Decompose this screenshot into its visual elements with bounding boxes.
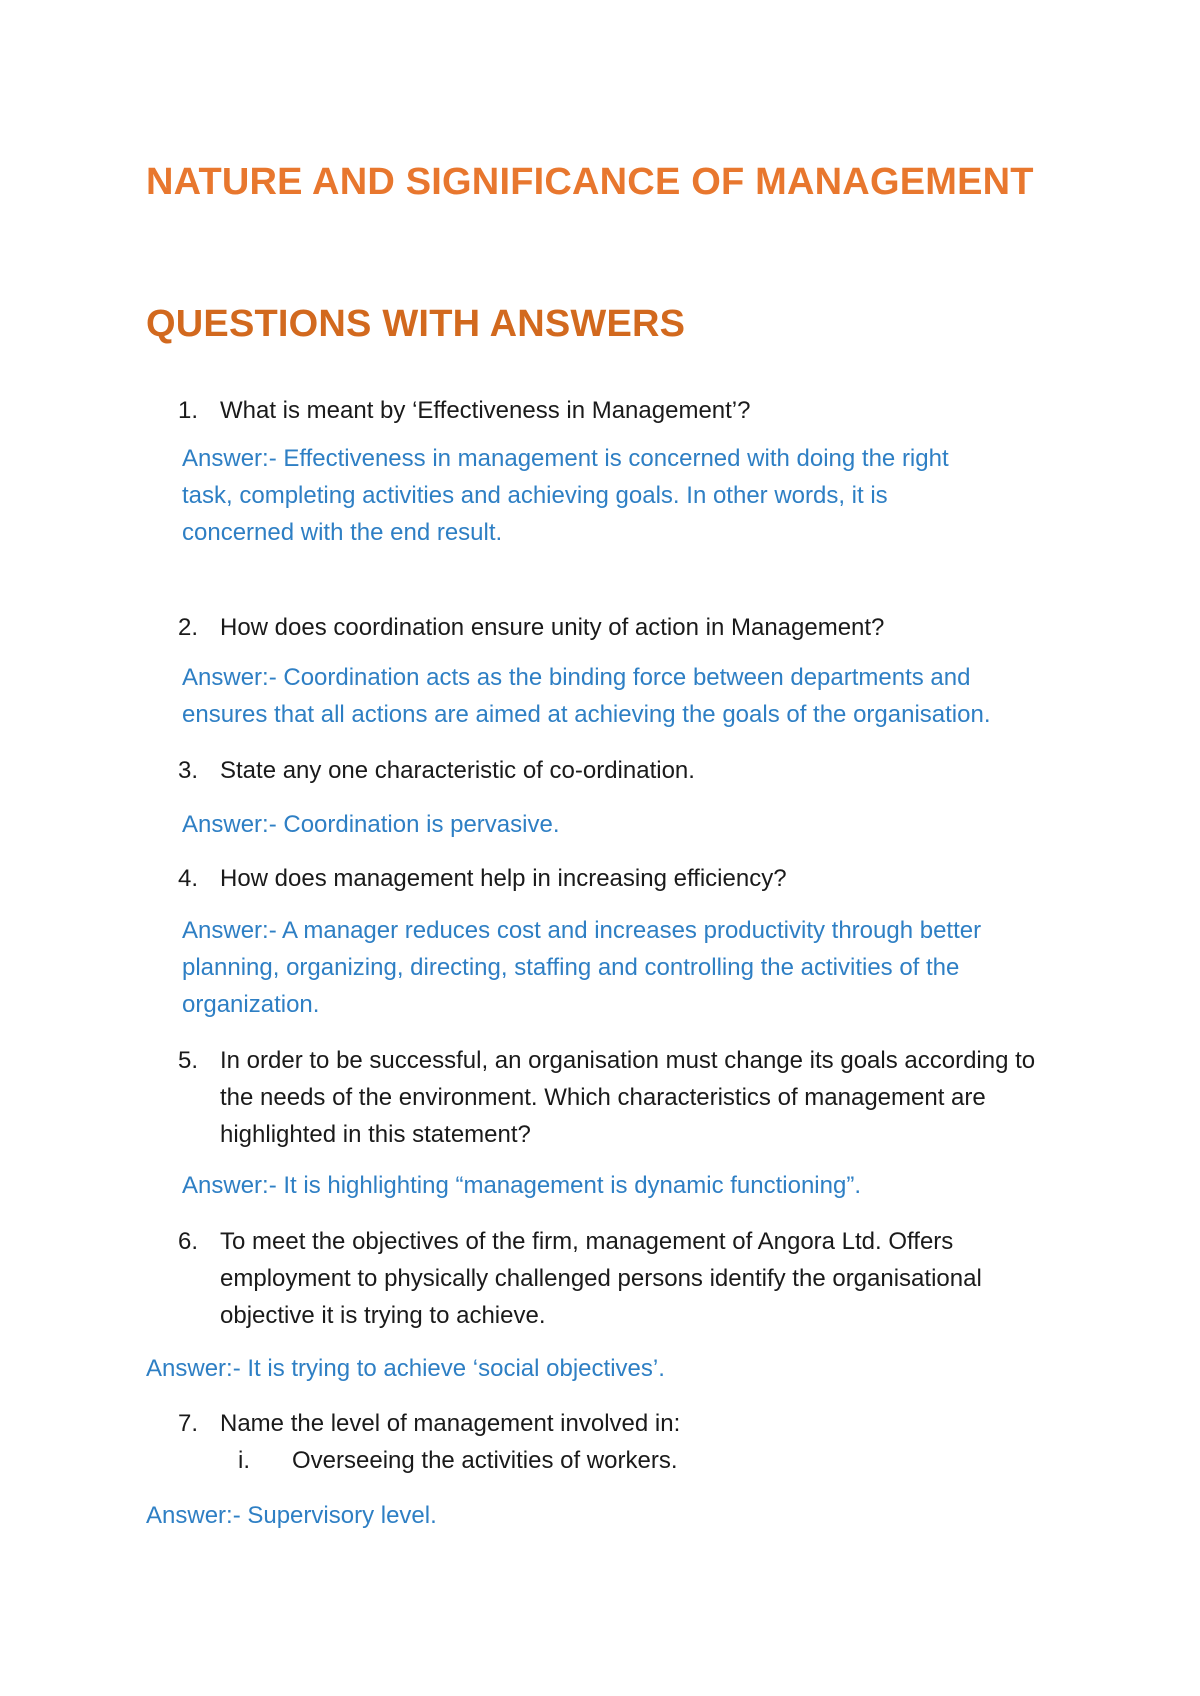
question-text: To meet the objectives of the firm, management of Angora Ltd. Offers employment to physically challenged persons identify the organisational objective it is trying to achieve. (220, 1228, 982, 1329)
question-number: 4. (178, 865, 199, 892)
question-number: 7. (178, 1410, 199, 1437)
question-7 (178, 1405, 1078, 1442)
question-5 (178, 1042, 1038, 1153)
document-subtitle: QUESTIONS WITH ANSWERS (146, 303, 686, 345)
question-number: 3. (178, 757, 199, 784)
question-7-subitem-i (220, 1442, 1080, 1479)
document-title: NATURE AND SIGNIFICANCE OF MANAGEMENT (146, 161, 1034, 203)
answer-1: Answer:- Effectiveness in management is concerned with doing the right task, completing activities and achieving goals. In other words, it is concerned with the end result. (182, 445, 949, 546)
question-number: 6. (178, 1228, 199, 1255)
question-3 (178, 752, 1078, 789)
question-number: 1. (178, 397, 199, 424)
answer-4: Answer:- A manager reduces cost and increases productivity through better planning, organizing, directing, staffing and controlling the activities of the organization. (182, 917, 982, 1018)
answer-2: Answer:- Coordination acts as the binding force between departments and ensures that all actions are aimed at achieving the goals of the organisation. (182, 664, 991, 728)
question-text: How does coordination ensure unity of action in Management? (220, 614, 885, 641)
answer-6: Answer:- It is trying to achieve ‘social objectives’. (146, 1355, 665, 1382)
question-text: State any one characteristic of co-ordination. (220, 757, 695, 784)
question-text: Name the level of management involved in: (220, 1410, 681, 1437)
answer-3: Answer:- Coordination is pervasive. (182, 811, 560, 838)
question-number: 5. (178, 1047, 199, 1074)
question-number: 2. (178, 614, 199, 641)
subitem-text: Overseeing the activities of workers. (292, 1447, 678, 1474)
question-text: How does management help in increasing efficiency? (220, 865, 787, 892)
question-4 (178, 860, 1078, 897)
question-text: In order to be successful, an organisation must change its goals according to the needs of the environment. Which characteristics of management are highlighted in this statement? (220, 1047, 1036, 1148)
question-text: What is meant by ‘Effectiveness in Management’? (220, 397, 751, 424)
question-2 (178, 609, 1078, 646)
question-1 (178, 392, 1078, 429)
subitem-number: i. (238, 1447, 250, 1474)
answer-5: Answer:- It is highlighting “management is dynamic functioning”. (182, 1172, 861, 1199)
answer-7: Answer:- Supervisory level. (146, 1502, 437, 1529)
question-6 (178, 1223, 1058, 1334)
